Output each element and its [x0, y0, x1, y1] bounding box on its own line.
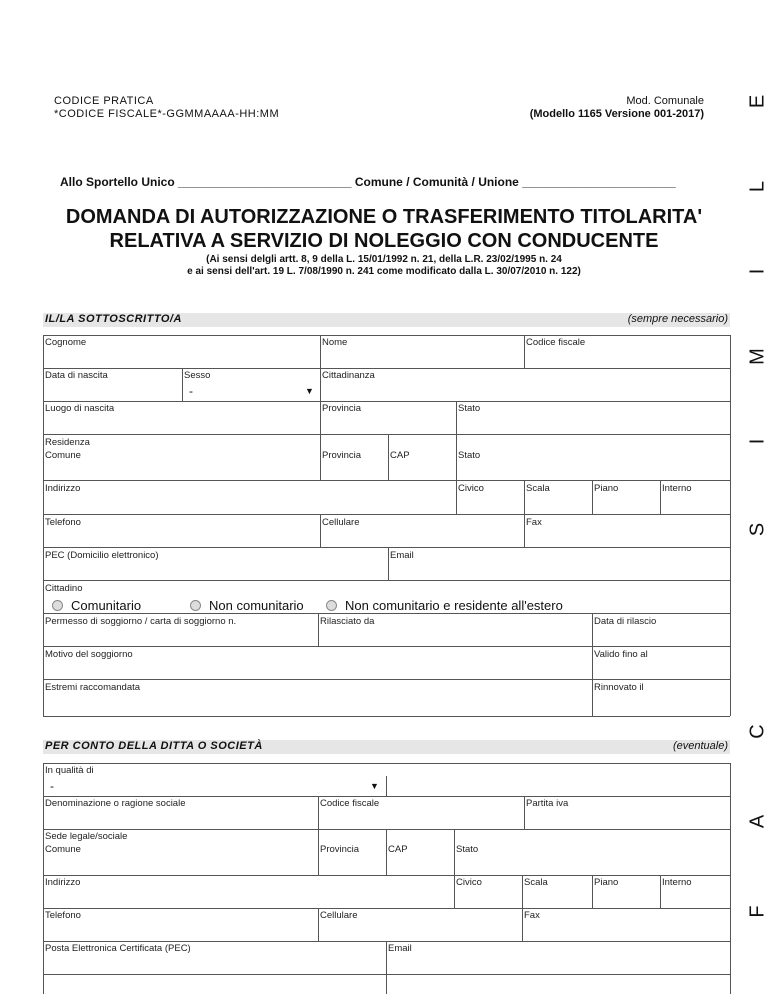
label-piano-ditta: Piano	[594, 877, 619, 888]
page-title-line1: DOMANDA DI AUTORIZZAZIONE O TRASFERIMENTO TITOLARITA'	[65, 206, 703, 228]
codice-pratica-block	[54, 95, 279, 121]
label-stato-ditta: Stato	[456, 844, 479, 855]
civico-input[interactable]	[459, 496, 521, 512]
label-provincia-res: Provincia	[322, 450, 362, 461]
codice-pratica-label: CODICE PRATICA	[54, 95, 154, 107]
scala-input[interactable]	[527, 496, 589, 512]
comune-residenza-input[interactable]	[46, 463, 316, 478]
label-residenza: Residenza	[45, 437, 90, 448]
pec-input[interactable]	[46, 563, 384, 578]
interno-ditta-input[interactable]	[663, 890, 727, 906]
email-input[interactable]	[391, 563, 727, 578]
label-stato-res: Stato	[458, 450, 481, 461]
modello-version: (Modello 1165 Versione 001-2017)	[529, 108, 704, 120]
label-rilasciato-da: Rilasciato da	[320, 616, 375, 627]
cognome-input[interactable]	[46, 350, 316, 366]
radio-non-comunitario[interactable]	[190, 598, 304, 613]
sidebar-letter: S	[746, 522, 768, 537]
provincia-nascita-input[interactable]	[323, 416, 453, 432]
label-provincia: Provincia	[322, 403, 362, 414]
sidebar-letter: I	[746, 268, 768, 275]
sidebar-letter: F	[746, 905, 768, 918]
label-interno: Interno	[662, 483, 692, 494]
nome-input[interactable]	[323, 350, 521, 366]
label-cap-ditta: CAP	[388, 844, 408, 855]
codice-fiscale-input[interactable]	[527, 350, 727, 366]
label-cellulare: Cellulare	[322, 517, 360, 528]
label-data-rilascio: Data di rilascio	[594, 616, 657, 627]
provincia-ditta-input[interactable]	[321, 857, 383, 873]
label-nome: Nome	[322, 337, 348, 348]
codice-fiscale-ditta-input[interactable]	[321, 811, 521, 827]
section-note: (eventuale)	[672, 740, 728, 752]
fax-ditta-input[interactable]	[525, 923, 727, 939]
label-sesso: Sesso	[184, 370, 211, 381]
sidebar-letter: M	[746, 348, 768, 365]
label-estremi: Estremi raccomandata	[45, 682, 141, 693]
radio-comunitario[interactable]	[52, 598, 141, 613]
page-title-line2: RELATIVA A SERVIZIO DI NOLEGGIO CON CONDUCENTE	[109, 230, 659, 252]
modello-block	[530, 95, 704, 121]
stato-residenza-input[interactable]	[459, 463, 727, 478]
cellulare-input[interactable]	[323, 530, 521, 545]
section-title: IL/LA SOTTOSCRITTO/A	[45, 313, 182, 325]
scala-ditta-input[interactable]	[525, 890, 589, 906]
rilasciato-da-input[interactable]	[321, 629, 589, 644]
piano-ditta-input[interactable]	[595, 890, 657, 906]
motivo-input[interactable]	[46, 662, 589, 677]
label-sede: Sede legale/sociale	[45, 831, 128, 842]
sidebar-letter: I	[746, 438, 768, 445]
section-note: (sempre necessario)	[627, 313, 728, 325]
label-rinnovato: Rinnovato il	[594, 682, 644, 693]
pec-ditta-input[interactable]	[46, 956, 382, 972]
label-civico-ditta: Civico	[456, 877, 482, 888]
provincia-residenza-input[interactable]	[323, 463, 385, 478]
sesso-select[interactable]	[183, 383, 319, 400]
label-motivo: Motivo del soggiorno	[45, 649, 133, 660]
permesso-input[interactable]	[46, 629, 314, 644]
telefono-input[interactable]	[46, 530, 316, 545]
section-title: PER CONTO DELLA DITTA O SOCIETÀ	[45, 740, 263, 752]
legal-reference-1: (Ai sensi delgli artt. 8, 9 della L. 15/01/1992 n. 21, della L.R. 23/02/1995 n. 24	[206, 254, 562, 265]
label-piano: Piano	[594, 483, 619, 494]
label-valido-fino: Valido fino al	[594, 649, 648, 660]
radio-circle-icon	[190, 600, 201, 611]
label-qualita: In qualità di	[45, 765, 94, 776]
label-email: Email	[390, 550, 414, 561]
comune-ditta-input[interactable]	[46, 857, 314, 873]
radio-non-comunitario-estero[interactable]	[326, 598, 563, 613]
radio-circle-icon	[326, 600, 337, 611]
qualita-value: -	[50, 779, 54, 793]
sidebar-letter: C	[746, 724, 768, 739]
label-luogo-nascita: Luogo di nascita	[45, 403, 115, 414]
label-pec: PEC (Domicilio elettronico)	[45, 550, 159, 561]
label-stato: Stato	[458, 403, 481, 414]
rinnovato-input[interactable]	[595, 696, 727, 713]
indirizzo-input[interactable]	[46, 496, 452, 512]
label-codice-fiscale-ditta: Codice fiscale	[320, 798, 380, 809]
email-ditta-input[interactable]	[389, 956, 727, 972]
fax-input[interactable]	[527, 530, 727, 545]
valido-fino-input[interactable]	[595, 662, 727, 677]
label-cittadino: Cittadino	[45, 583, 83, 594]
section-ditta-header	[43, 740, 730, 754]
sidebar-letter: A	[746, 814, 768, 829]
label-scala-ditta: Scala	[524, 877, 548, 888]
cap-residenza-input[interactable]	[391, 463, 453, 478]
label-pec-ditta: Posta Elettronica Certificata (PEC)	[45, 943, 191, 954]
stato-nascita-input[interactable]	[459, 416, 727, 432]
codice-format: *CODICE FISCALE*-GGMMAAAA-HH:MM	[54, 108, 280, 120]
label-civico: Civico	[458, 483, 484, 494]
label-indirizzo: Indirizzo	[45, 483, 81, 494]
triangle-down-icon: ▼	[305, 386, 314, 396]
radio-label: Non comunitario e residente all'estero	[345, 598, 563, 613]
partita-iva-input[interactable]	[527, 811, 727, 827]
radio-label: Non comunitario	[209, 598, 304, 613]
label-interno-ditta: Interno	[662, 877, 692, 888]
cellulare-ditta-input[interactable]	[321, 923, 519, 939]
label-scala: Scala	[526, 483, 550, 494]
label-fax-ditta: Fax	[524, 910, 540, 921]
label-cognome: Cognome	[45, 337, 87, 348]
label-cittadinanza: Cittadinanza	[322, 370, 375, 381]
label-email-ditta: Email	[388, 943, 412, 954]
label-indirizzo-ditta: Indirizzo	[45, 877, 81, 888]
data-rilascio-input[interactable]	[595, 629, 727, 644]
luogo-nascita-input[interactable]	[46, 416, 316, 432]
data-nascita-input[interactable]	[46, 384, 178, 399]
sidebar-letter: L	[746, 180, 768, 193]
label-cap: CAP	[390, 450, 410, 461]
sesso-value: -	[189, 384, 193, 398]
sportello-line: Allo Sportello Unico __________________________ Comune / Comunità / Unione _______________________	[60, 175, 676, 189]
civico-ditta-input[interactable]	[457, 890, 519, 906]
label-permesso: Permesso di soggiorno / carta di soggiorno n.	[45, 616, 237, 627]
label-partita-iva: Partita iva	[526, 798, 569, 809]
label-comune: Comune	[45, 450, 81, 461]
radio-circle-icon	[52, 600, 63, 611]
telefono-ditta-input[interactable]	[46, 923, 314, 939]
sidebar-letter: E	[746, 94, 768, 109]
label-data-nascita: Data di nascita	[45, 370, 108, 381]
radio-label: Comunitario	[71, 598, 142, 613]
triangle-down-icon: ▼	[370, 781, 379, 791]
label-comune-ditta: Comune	[45, 844, 81, 855]
denominazione-input[interactable]	[46, 811, 314, 827]
indirizzo-ditta-input[interactable]	[46, 890, 450, 906]
label-fax: Fax	[526, 517, 542, 528]
label-codice-fiscale: Codice fiscale	[526, 337, 586, 348]
mod-comunale: Mod. Comunale	[626, 95, 704, 107]
stato-ditta-input[interactable]	[457, 857, 727, 873]
estremi-input[interactable]	[46, 696, 589, 713]
label-telefono: Telefono	[45, 517, 81, 528]
cittadinanza-input[interactable]	[323, 384, 726, 399]
piano-input[interactable]	[595, 496, 657, 512]
label-provincia-ditta: Provincia	[320, 844, 360, 855]
cap-ditta-input[interactable]	[389, 857, 451, 873]
section-sottoscritto-header	[43, 313, 730, 327]
label-telefono-ditta: Telefono	[45, 910, 81, 921]
label-denominazione: Denominazione o ragione sociale	[45, 798, 186, 809]
qualita-select[interactable]	[44, 778, 384, 795]
legal-reference-2: e ai sensi dell'art. 19 L. 7/08/1990 n. 241 come modificato dalla L. 30/07/2010 n. 122)	[187, 266, 581, 277]
label-cellulare-ditta: Cellulare	[320, 910, 358, 921]
interno-input[interactable]	[663, 496, 727, 512]
